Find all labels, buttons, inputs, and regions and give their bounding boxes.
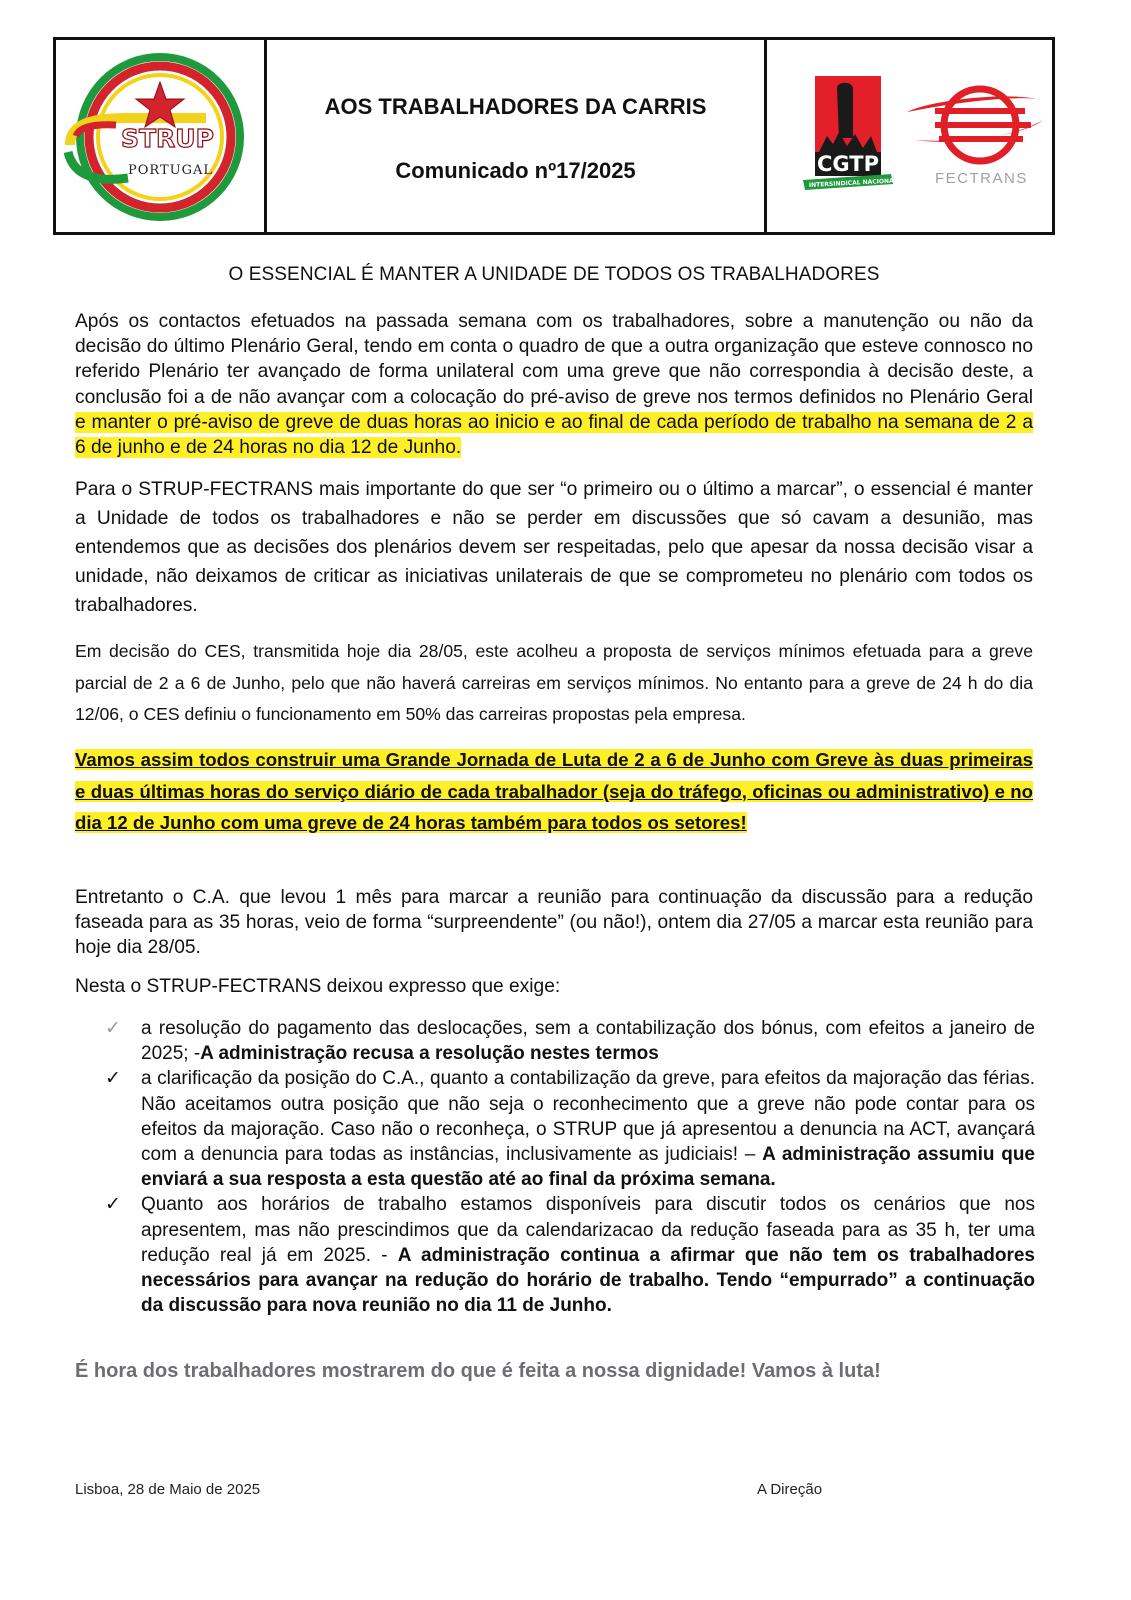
paragraph-5: Entretanto o C.A. que levou 1 mês para marcar a reunião para continuação da discussão para a redução faseada para as 35 horas, veio de forma “surpreendente” (ou não!), ontem dia 27/05 a marcar esta reunião para hoje dia 28/05. — [75, 887, 1033, 959]
paragraph-1-highlight: e manter o pré-aviso de greve de duas horas ao inicio e ao final de cada período de trabalho na semana de 2 a 6 de junho e de 24 horas no dia 12 de Junho. — [75, 411, 1033, 459]
paragraph-1 — [75, 309, 1033, 460]
document-heading: O ESSENCIAL É MANTER A UNIDADE DE TODOS OS TRABALHADORES — [228, 264, 880, 285]
check-icon: ✓ — [105, 1018, 121, 1039]
strup-logo-name: STRUP — [121, 124, 214, 153]
list-item-text: a resolução do pagamento das deslocações, sem a contabilização dos bónus, com efeitos a janeiro de 2025; - — [141, 1018, 1035, 1065]
partner-logos — [767, 40, 1052, 232]
list-item-response: A administração continua a afirmar que não tem os trabalhadores necessários para avançar na redução do horário de trabalho. Tendo “empurrado” a continuação da discussão para nova reunião no dia 11 de Junho. — [141, 1244, 1035, 1317]
list-item-response: A administração assumiu que enviará a sua resposta a esta questão até ao final da próxima semana. — [141, 1144, 1035, 1191]
fectrans-logo — [907, 89, 1043, 187]
paragraph-4-callout — [75, 744, 1033, 839]
demands-checklist — [105, 1016, 1035, 1318]
list-item — [105, 1016, 1035, 1066]
signature: A Direção — [757, 1481, 823, 1498]
paragraph-6: Nesta o STRUP-FECTRANS deixou expresso que exige: — [75, 976, 561, 997]
strup-logo-country: PORTUGAL — [128, 163, 213, 178]
strup-logo — [56, 40, 261, 232]
paragraph-1-text: Após os contactos efetuados na passada semana com os trabalhadores, sobre a manutenção ou não da decisão do último Plenário Geral, tendo em conta o quadro de que a outra organização que esteve connosco no referido Plenário ter avançado de forma unilateral com uma greve que não correspondia à decisão deste, a conclusão foi a de não avançar com a colocação do pré-aviso de greve nos termos definidos no Plenário Geral — [75, 311, 1033, 408]
header-table — [53, 37, 1055, 235]
list-item — [105, 1192, 1035, 1318]
list-item-response: A administração recusa a resolução nestes termos — [200, 1043, 659, 1065]
paragraph-3: Em decisão do CES, transmitida hoje dia 28/05, este acolheu a proposta de serviços mínimos efetuada para a greve parcial de 2 a 6 de Junho, pelo que não haverá carreiras em serviços mínimos. No entanto para a greve de 24 h do dia 12/06, o CES definiu o funcionamento em 50% das carreiras propostas pela empresa. — [75, 641, 1033, 724]
closing-statement: É hora dos trabalhadores mostrarem do que é feita a nossa dignidade! Vamos à luta! — [75, 1360, 881, 1382]
check-icon: ✓ — [105, 1194, 121, 1216]
cgtp-logo-name: CGTP — [817, 152, 879, 176]
cgtp-logo — [803, 76, 898, 190]
fectrans-logo-name: FECTRANS — [935, 170, 1028, 187]
cgtp-logo-tagline: INTERSINDICAL NACIONAL — [808, 177, 898, 189]
paragraph-4-highlight: Vamos assim todos construir uma Grande Jornada de Luta de 2 a 6 de Junho com Greve às duas primeiras e duas últimas horas do serviço diário de cada trabalhador (seja do tráfego, oficinas ou administrativo) e no dia 12 de Junho com uma greve de 24 horas também para todos os setores! — [75, 749, 1033, 833]
page-title: AOS TRABALHADORES DA CARRIS — [324, 94, 707, 119]
check-icon: ✓ — [105, 1068, 121, 1090]
partner-logos-cell — [767, 40, 1052, 232]
list-item-text: Quanto aos horários de trabalho estamos disponíveis para discutir todos os cenários que nos apresentem, mas não prescindimos que da calendarizacao da redução faseada para as 35 h, ter uma redução real já em 2025. - — [141, 1194, 1035, 1266]
list-item — [105, 1066, 1035, 1192]
place-and-date: Lisboa, 28 de Maio de 2025 — [75, 1481, 261, 1498]
communique-number: Comunicado nº17/2025 — [395, 158, 636, 183]
paragraph-2: Para o STRUP-FECTRANS mais importante do que ser “o primeiro ou o último a marcar”, o essencial é manter a Unidade de todos os trabalhadores e não se perder em discussões que só cavam a desunião, mas entendemos que as decisões dos plenários devem ser respeitadas, pelo que apesar da nossa decisão visar a unidade, não deixamos de criticar as iniciativas unilaterais de que se comprometeu no plenário com todos os trabalhadores. — [75, 479, 1033, 616]
strup-logo-cell — [56, 40, 267, 232]
list-item-text: a clarificação da posição do C.A., quanto a contabilização da greve, para efeitos da majoração das férias. Não aceitamos outra posição que não seja o reconhecimento que a greve não pode contar para os efeitos da majoração. Caso não o reconheça, o STRUP que já apresentou a denuncia na ACT, avançará com a denuncia para todas as instâncias, inclusivamente as judiciais! – — [141, 1068, 1035, 1166]
header-title-cell — [267, 40, 767, 232]
